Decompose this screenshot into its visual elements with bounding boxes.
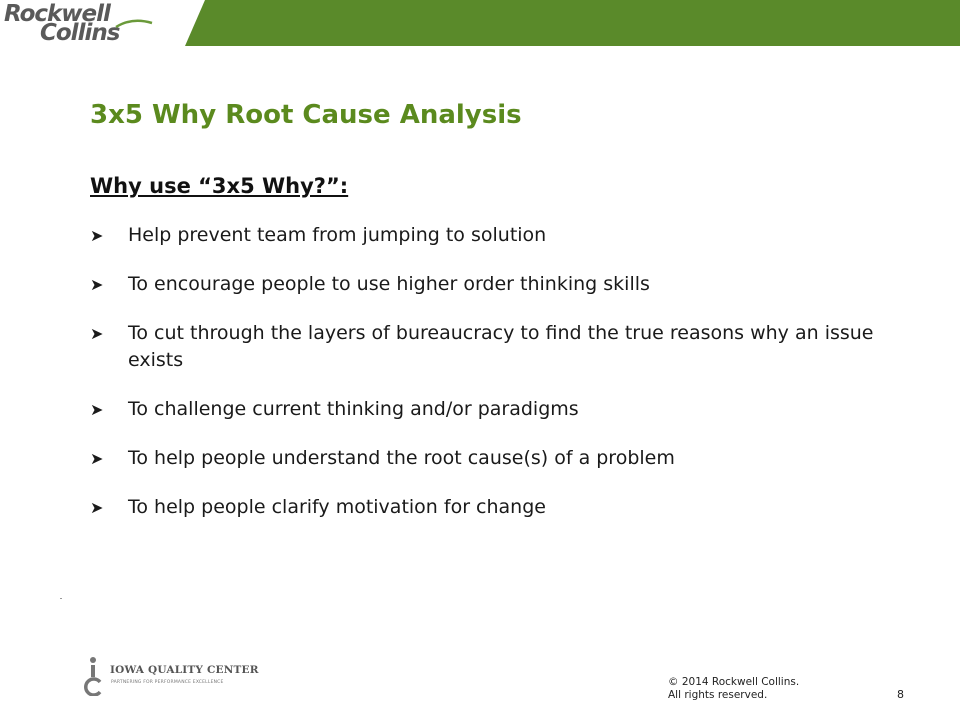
arrowhead-bullet-icon: ➤ (90, 226, 104, 245)
bullet-item (90, 222, 910, 249)
copyright-line: © 2014 Rockwell Collins. (668, 676, 800, 688)
iqc-name-text: IOWA QUALITY CENTER (110, 664, 259, 676)
bullet-text: Help prevent team from jumping to solution (128, 224, 547, 246)
bullet-item (90, 271, 910, 298)
arrowhead-bullet-icon: ➤ (90, 275, 104, 294)
arrowhead-bullet-icon: ➤ (90, 449, 104, 468)
arrowhead-bullet-icon: ➤ (90, 498, 104, 517)
header-bar (0, 0, 960, 46)
arrowhead-bullet-icon: ➤ (90, 400, 104, 419)
bullet-text: To help people understand the root cause(s) of a problem (128, 447, 675, 469)
iowa-quality-center-logo (82, 656, 259, 700)
copyright-notice (668, 676, 799, 702)
bullet-list (90, 222, 910, 543)
rights-line: All rights reserved. (668, 689, 768, 701)
bullet-text: To help people clarify motivation for change (128, 496, 546, 518)
logo-text-collins: Collins (40, 20, 120, 46)
bullet-item (90, 445, 910, 472)
slide-title: 3x5 Why Root Cause Analysis (90, 100, 522, 130)
stray-dot (60, 598, 62, 599)
bullet-text: To cut through the layers of bureaucracy to find the true reasons why an issue exists (128, 322, 874, 371)
page-number: 8 (897, 688, 904, 701)
logo-text-rockwell: Rockwell (4, 1, 110, 27)
bullet-item (90, 494, 910, 521)
logo-swoosh-icon (114, 19, 154, 29)
slide-subtitle: Why use “3x5 Why?”: (90, 174, 349, 198)
iqc-mark-icon (82, 656, 106, 696)
bullet-text: To encourage people to use higher order thinking skills (128, 273, 650, 295)
bullet-item (90, 320, 910, 374)
bullet-item (90, 396, 910, 423)
iqc-tagline-text: PARTNERING FOR PERFORMANCE EXCELLENCE (111, 680, 224, 685)
bullet-text: To challenge current thinking and/or paradigms (128, 398, 579, 420)
rockwell-collins-logo (4, 2, 184, 46)
arrowhead-bullet-icon: ➤ (90, 324, 104, 343)
